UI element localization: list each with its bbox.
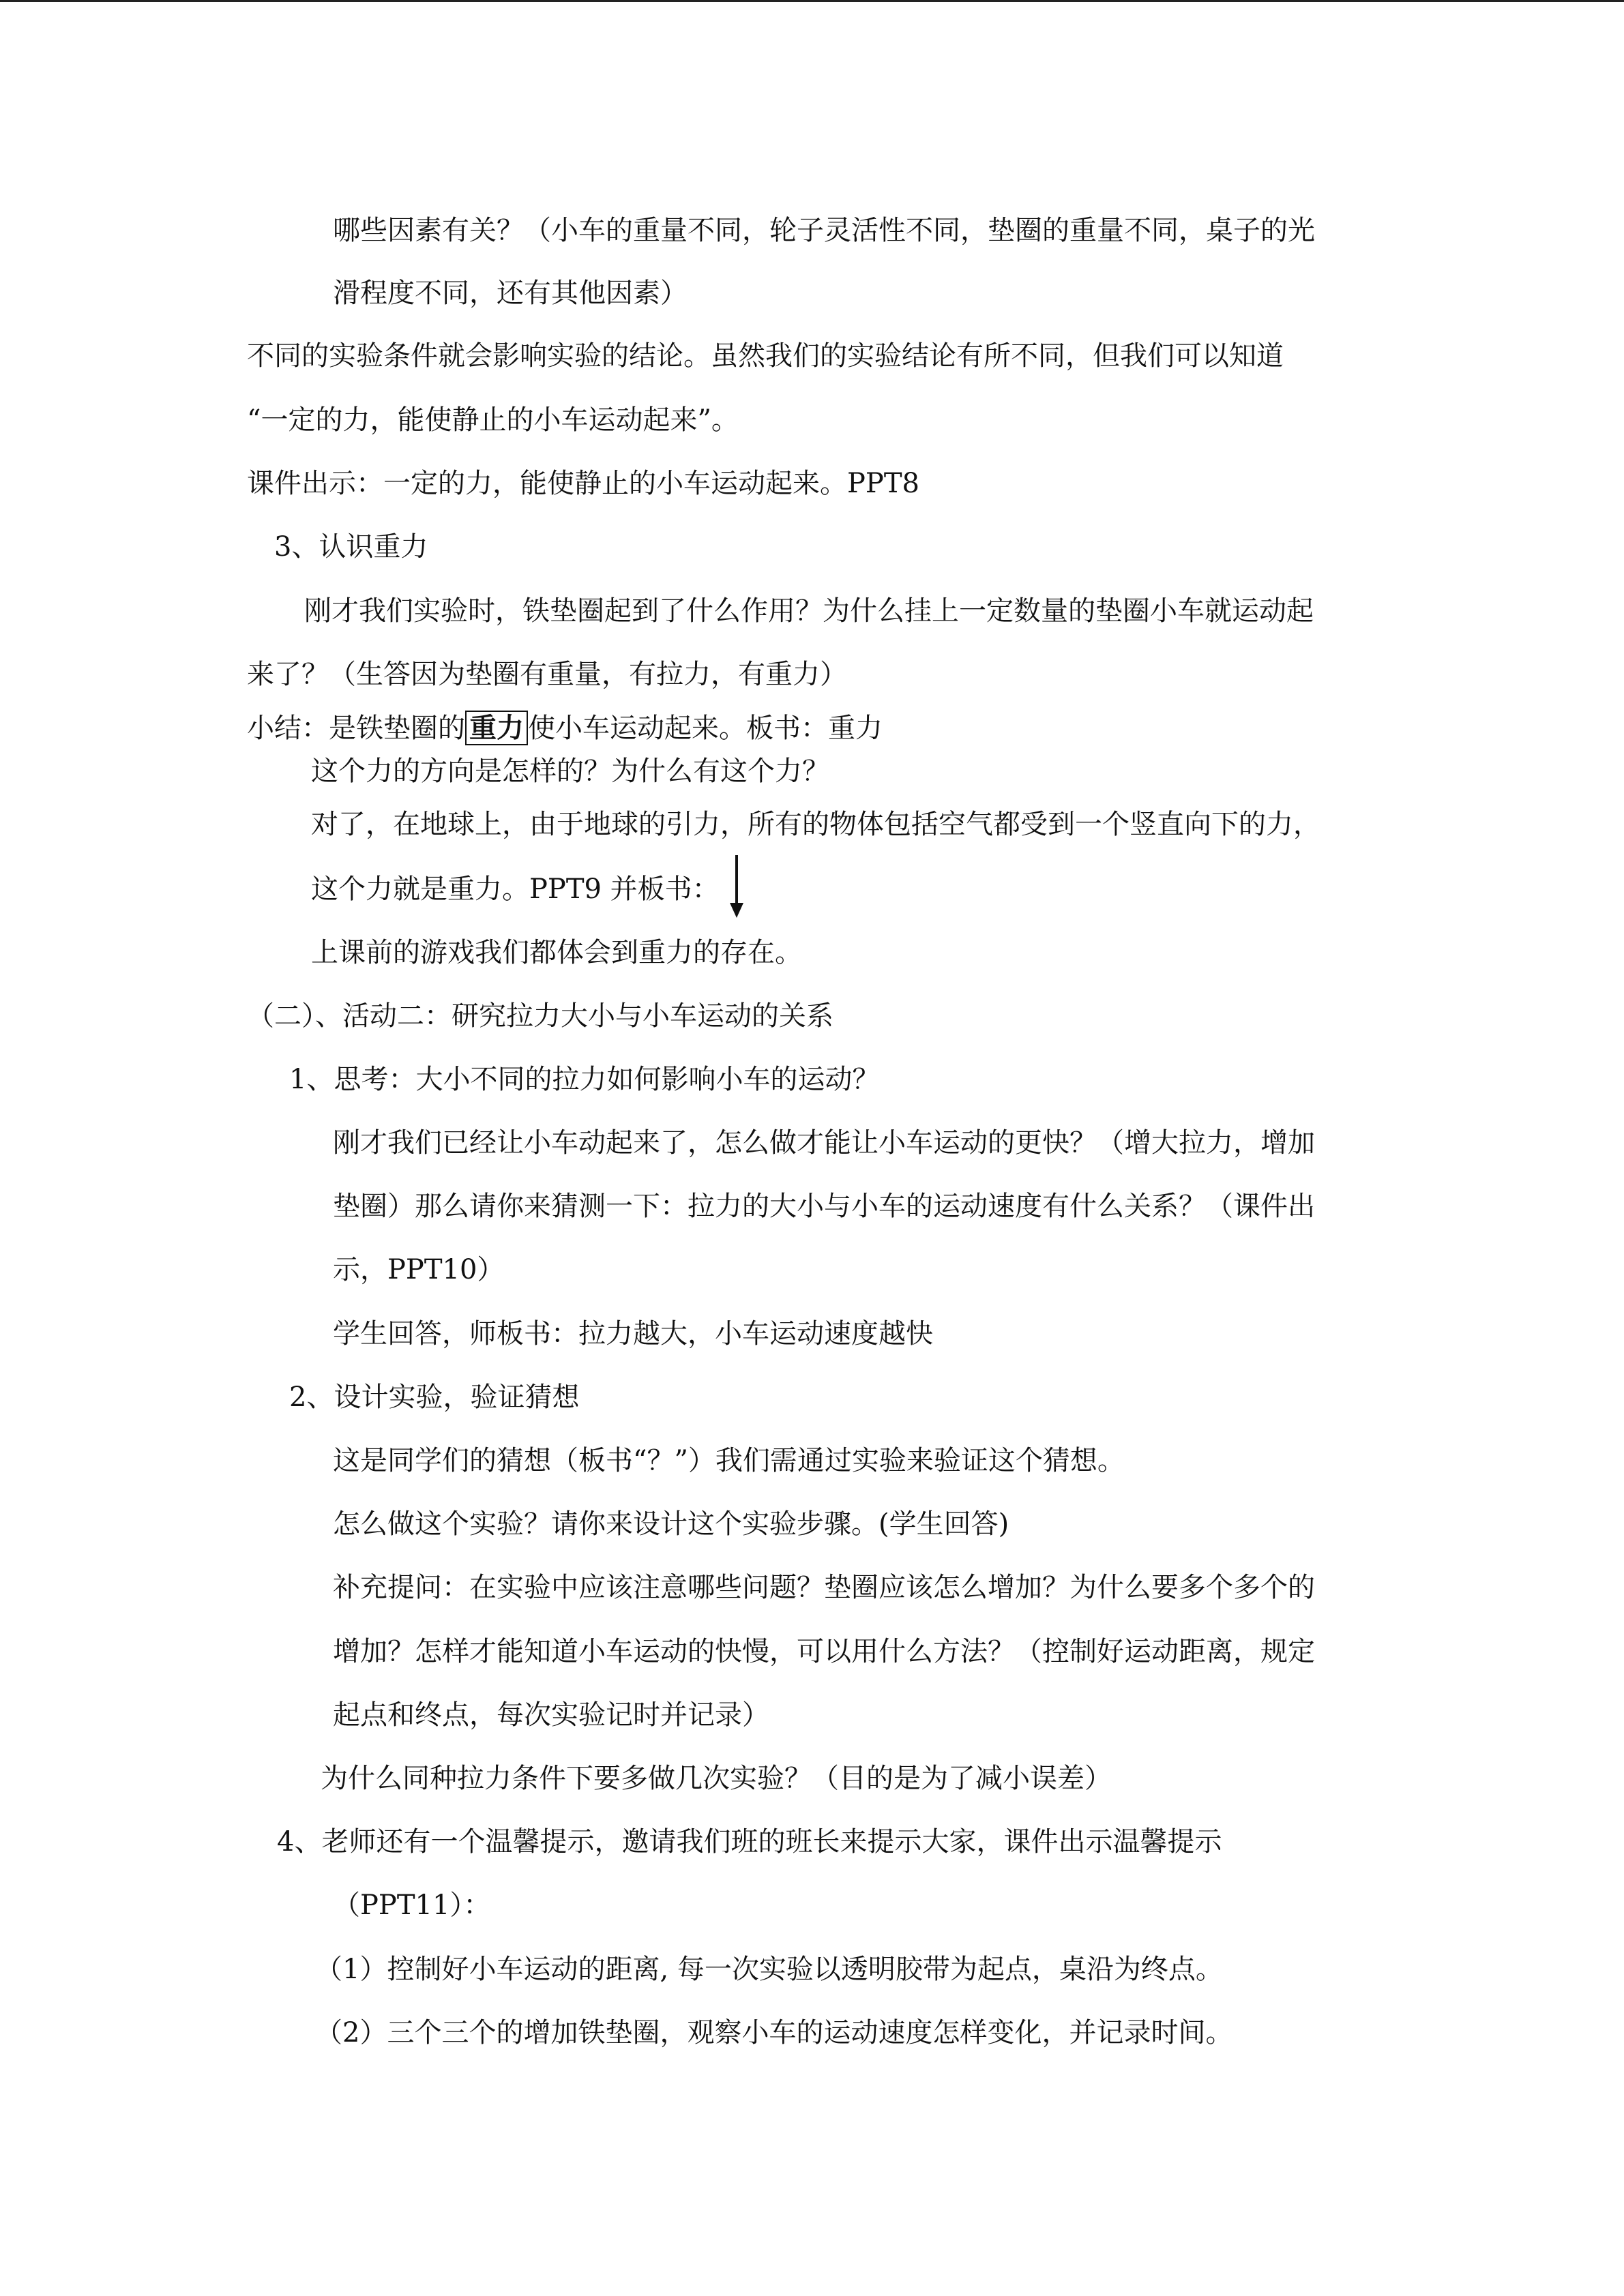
- line-04: “一定的力，能使静止的小车运动起来”。: [247, 404, 739, 436]
- line-11: 对了，在地球上，由于地球的引力，所有的物体包括空气都受到一个竖直向下的力，: [311, 809, 1320, 840]
- line-17: 垫圈）那么请你来猜测一下：拉力的大小与小车的运动速度有什么关系？（课件出: [333, 1191, 1315, 1222]
- down-arrow-icon: [728, 854, 745, 919]
- line-07: 刚才我们实验时，铁垫圈起到了什么作用？为什么挂上一定数量的垫圈小车就运动起: [304, 595, 1314, 627]
- line-21: 这是同学们的猜想（板书“？”）我们需通过实验来验证这个猜想。: [333, 1445, 1125, 1476]
- subheading-4: 4、老师还有一个温馨提示，邀请我们班的班长来提示大家，课件出示温馨提示: [277, 1826, 1222, 1858]
- line-23: 补充提问：在实验中应该注意哪些问题？垫圈应该怎么增加？为什么要多个多个的: [333, 1572, 1315, 1603]
- line-28: （PPT11）：: [333, 1890, 491, 1921]
- section-heading-3: 3、认识重力: [274, 531, 428, 563]
- line-02: 滑程度不同，还有其他因素）: [333, 278, 688, 309]
- line-05: 课件出示：一定的力，能使静止的小车运动起来。PPT8: [247, 468, 919, 499]
- tip-item-2: （2）三个三个的增加铁垫圈，观察小车的运动速度怎样变化，并记录时间。: [315, 2017, 1233, 2048]
- line-03: 不同的实验条件就会影响实验的结论。虽然我们的实验结论有所不同，但我们可以知道: [247, 340, 1284, 372]
- subheading-1: 1、思考：大小不同的拉力如何影响小车的运动？: [289, 1064, 880, 1095]
- summary-prefix: 小结：是铁垫圈的: [247, 713, 465, 744]
- line-24: 增加？怎样才能知道小车运动的快慢，可以用什么方法？（控制好运动距离，规定: [333, 1636, 1315, 1667]
- line-10: 这个力的方向是怎样的？为什么有这个力？: [311, 756, 829, 787]
- line-08: 来了？（生答因为垫圈有重量，有拉力，有重力）: [247, 659, 847, 690]
- line-01: 哪些因素有关？（小车的重量不同，轮子灵活性不同，垫圈的重量不同，桌子的光: [333, 215, 1315, 246]
- tip-item-1: （1）控制好小车运动的距离, 每一次实验以透明胶带为起点，桌沿为终点。: [315, 1954, 1223, 1985]
- line-18: 示，PPT10）: [333, 1254, 505, 1285]
- summary-suffix: 使小车运动起来。板书：重力: [528, 713, 883, 744]
- page-top-border: [0, 0, 1624, 2]
- activity-two-heading: （二）、活动二：研究拉力大小与小车运动的关系: [247, 1000, 833, 1032]
- subheading-2: 2、设计实验，验证猜想: [289, 1382, 580, 1413]
- line-19: 学生回答，师板书：拉力越大，小车运动速度越快: [333, 1318, 933, 1350]
- line-12: 这个力就是重力。PPT9 并板书：: [311, 874, 720, 905]
- line-16: 刚才我们已经让小车动起来了，怎么做才能让小车运动的更快？（增大拉力，增加: [333, 1127, 1315, 1159]
- line-09: [247, 709, 883, 747]
- line-25: 起点和终点，每次实验记时并记录）: [333, 1699, 769, 1731]
- line-22: 怎么做这个实验？请你来设计这个实验步骤。(学生回答): [333, 1508, 1009, 1540]
- line-13: 上课前的游戏我们都体会到重力的存在。: [311, 937, 802, 968]
- line-26: 为什么同种拉力条件下要多做几次实验？（目的是为了减小误差）: [321, 1763, 1112, 1794]
- boxed-term-gravity: 重力: [465, 711, 528, 745]
